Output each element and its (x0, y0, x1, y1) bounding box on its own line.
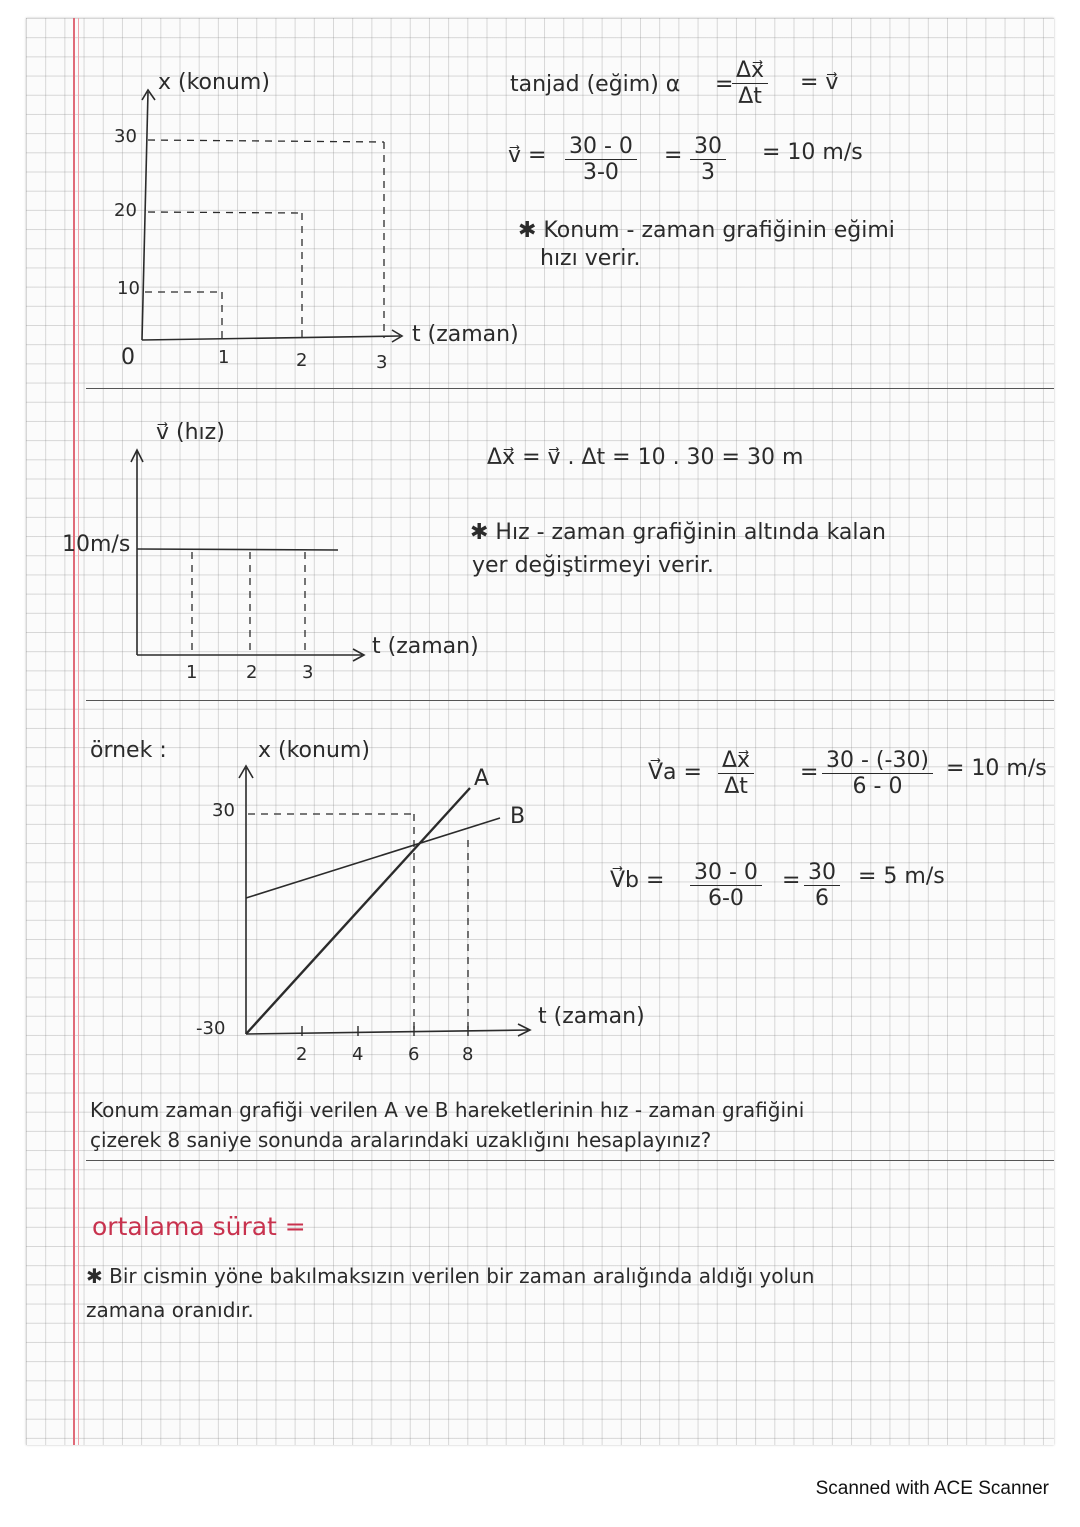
v-frac1-num: 30 - 0 (565, 134, 637, 160)
scanner-watermark: Scanned with ACE Scanner (815, 1478, 1049, 1499)
v-frac2-num: 30 (690, 134, 726, 160)
graph1-x-axis (142, 336, 400, 340)
graph2-x-tick-3: 3 (302, 662, 314, 683)
vb-frac1-den: 6-0 (707, 886, 744, 911)
graph2-y-value: 10m/s (62, 532, 131, 557)
definition-line2: zamana oranıdır. (86, 1298, 254, 1322)
va-frac1-den: Δt (724, 774, 748, 799)
example-line-b (246, 818, 500, 898)
question-line1: Konum zaman grafiği verilen A ve B hareketlerinin hız - zaman grafiğini (90, 1098, 805, 1122)
example-label: örnek : (90, 738, 167, 763)
note1-line2: hızı verir. (540, 246, 641, 271)
graph1-guide-30-h (148, 140, 384, 142)
graph1-y-tick-20: 20 (114, 200, 137, 221)
example-x-axis (246, 1030, 528, 1034)
va-fraction-1 (718, 748, 754, 799)
slope-label: tanjad (eğim) α (510, 72, 681, 97)
graph2-x-axis-label: t (zaman) (372, 634, 479, 659)
slope-fraction (732, 58, 768, 109)
va-result: = 10 m/s (946, 756, 1047, 781)
example-y-tick-30: 30 (212, 800, 235, 821)
va-frac1-num: Δx⃗ (718, 748, 754, 774)
graph1-y-axis (142, 92, 148, 340)
slope-frac-den: Δt (738, 84, 762, 109)
graph1-x-tick-1: 1 (218, 347, 230, 368)
slope-frac-num: Δx⃗ (732, 58, 768, 84)
vb-label: V⃗b = (610, 868, 665, 893)
va-frac2-den: 6 - 0 (852, 774, 903, 799)
note1-line1: ✱ Konum - zaman grafiğinin eğimi (518, 218, 895, 243)
example-line-b-label: B (510, 804, 526, 829)
vb-equals-sign: = (782, 868, 801, 893)
note2-line1: ✱ Hız - zaman grafiğinin altında kalan (470, 520, 886, 545)
v-fraction-2 (690, 134, 726, 185)
example-line-a-label: A (474, 766, 490, 791)
slope-equals-sign: = (715, 72, 734, 97)
graph1-y-tick-10: 10 (117, 278, 140, 299)
va-label: V⃗a = (648, 760, 702, 785)
v-result: = 10 m/s (762, 140, 863, 165)
graph1-guide-20-h (148, 212, 302, 213)
example-y-axis-label: x (konum) (258, 738, 370, 763)
section-divider-3 (86, 1160, 1054, 1161)
example-x-tick-4: 4 (352, 1044, 364, 1065)
v-frac1-den: 3-0 (582, 160, 619, 185)
graph2-x-tick-2: 2 (246, 662, 258, 683)
graph1-x-tick-2: 2 (296, 350, 308, 371)
section-divider-2 (86, 700, 1054, 701)
graph1-y-axis-label: x (konum) (158, 70, 270, 95)
v-fraction-1 (565, 134, 637, 185)
v-equals-sign: = (664, 143, 683, 168)
vb-frac2-num: 30 (804, 860, 840, 886)
v-label: v⃗ = (508, 143, 547, 168)
example-line-a (246, 788, 470, 1034)
graph2-y-axis-label: v⃗ (hız) (156, 420, 225, 445)
graph2-velocity-line (137, 549, 338, 550)
example-y-tick-neg30: -30 (196, 1018, 226, 1039)
v-frac2-den: 3 (701, 160, 715, 185)
displacement-equation: Δx⃗ = v⃗ . Δt = 10 . 30 = 30 m (487, 445, 804, 470)
graph1-y-tick-30: 30 (114, 126, 137, 147)
vb-fraction-1 (690, 860, 762, 911)
va-frac2-num: 30 - (-30) (822, 748, 933, 774)
va-equals-sign: = (800, 760, 819, 785)
vb-frac2-den: 6 (815, 886, 829, 911)
example-x-tick-8: 8 (462, 1044, 474, 1065)
note2-line2: yer değiştirmeyi verir. (472, 553, 714, 578)
slope-equals-v: = v⃗ (800, 70, 839, 95)
graph1-origin: 0 (121, 345, 135, 370)
graph1-x-tick-3: 3 (376, 352, 388, 373)
section-divider-1 (86, 388, 1054, 389)
question-line2: çizerek 8 saniye sonunda aralarındaki uzaklığını hesaplayınız? (90, 1128, 712, 1152)
vb-frac1-num: 30 - 0 (690, 860, 762, 886)
example-x-axis-label: t (zaman) (538, 1004, 645, 1029)
graph2-x-tick-1: 1 (186, 662, 198, 683)
example-x-tick-6: 6 (408, 1044, 420, 1065)
vb-result: = 5 m/s (858, 864, 945, 889)
example-x-tick-2: 2 (296, 1044, 308, 1065)
vb-fraction-2 (804, 860, 840, 911)
average-speed-heading: ortalama sürat = (92, 1212, 306, 1241)
va-fraction-2 (822, 748, 933, 799)
graph1-x-axis-label: t (zaman) (412, 322, 519, 347)
definition-line1: ✱ Bir cismin yöne bakılmaksızın verilen bir zaman aralığında aldığı yolun (86, 1264, 815, 1288)
